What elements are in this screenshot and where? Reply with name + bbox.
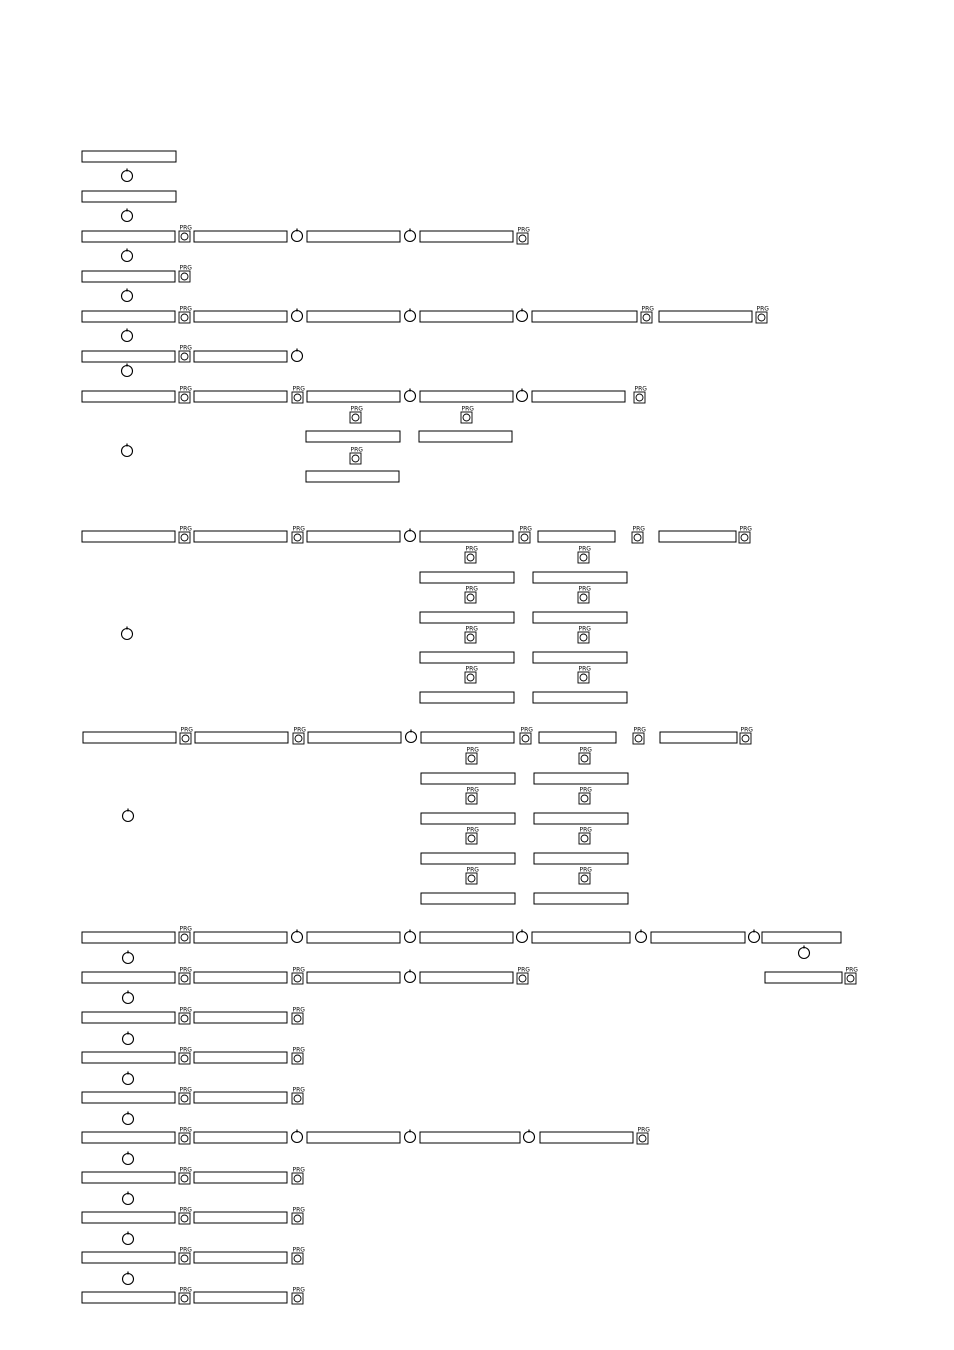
- prg-key-icon: [292, 1247, 305, 1265]
- lcd-display: [307, 311, 400, 322]
- prg-key-label: PRG: [519, 525, 532, 533]
- lcd-display: [534, 893, 628, 904]
- jog-dial-icon: [123, 1072, 134, 1085]
- prg-key-label: PRG: [845, 966, 858, 974]
- prg-key-label: PRG: [350, 446, 363, 454]
- jog-dial-icon: [405, 1130, 416, 1143]
- jog-dial-icon: [122, 169, 133, 182]
- lcd-display: [194, 531, 287, 542]
- prg-key-label: PRG: [465, 625, 478, 633]
- lcd-display: [194, 1092, 287, 1103]
- lcd-display: [420, 652, 514, 663]
- jog-dial-icon: [123, 1232, 134, 1245]
- jog-dial-icon: [799, 946, 810, 959]
- lcd-display: [306, 471, 399, 482]
- prg-key-label: PRG: [633, 726, 646, 734]
- lcd-display: [533, 692, 627, 703]
- prg-key-label: PRG: [517, 226, 530, 234]
- lcd-display: [194, 1012, 287, 1023]
- prg-key-icon: [350, 406, 363, 424]
- lcd-display: [82, 932, 175, 943]
- lcd-display: [82, 1052, 175, 1063]
- prg-key-icon: [519, 526, 532, 544]
- prg-key-icon: [465, 586, 478, 604]
- lcd-display: [194, 1252, 287, 1263]
- jog-dial-icon: [405, 930, 416, 943]
- prg-key-icon: [292, 386, 305, 404]
- prg-key-icon: [466, 747, 479, 765]
- prg-key-icon: [579, 747, 592, 765]
- lcd-display: [421, 893, 515, 904]
- jog-dial-icon: [123, 1032, 134, 1045]
- jog-dial-icon: [292, 1130, 303, 1143]
- prg-key-icon: [461, 406, 474, 424]
- prg-key-label: PRG: [578, 585, 591, 593]
- prg-key-icon: [579, 827, 592, 845]
- jog-dial-icon: [405, 389, 416, 402]
- prg-key-icon: [292, 1007, 305, 1025]
- prg-key-icon: [179, 1007, 192, 1025]
- prg-key-icon: [292, 1047, 305, 1065]
- lcd-display: [307, 1132, 400, 1143]
- lcd-display: [540, 1132, 633, 1143]
- prg-key-label: PRG: [292, 1206, 305, 1214]
- lcd-display: [82, 1212, 175, 1223]
- prg-key-icon: [292, 1287, 305, 1305]
- prg-key-label: PRG: [292, 1246, 305, 1254]
- prg-key-label: PRG: [579, 866, 592, 874]
- lcd-display: [421, 813, 515, 824]
- prg-key-label: PRG: [292, 385, 305, 393]
- prg-key-icon: [517, 967, 530, 985]
- lcd-display: [194, 231, 287, 242]
- lcd-display: [82, 1252, 175, 1263]
- lcd-display: [82, 1132, 175, 1143]
- lcd-display: [82, 271, 175, 282]
- prg-key-icon: [350, 447, 363, 465]
- jog-dial-icon: [123, 809, 134, 822]
- lcd-display: [82, 231, 175, 242]
- jog-dial-icon: [405, 309, 416, 322]
- prg-key-label: PRG: [179, 1006, 192, 1014]
- lcd-display: [532, 391, 625, 402]
- lcd-display: [82, 972, 175, 983]
- jog-dial-icon: [122, 444, 133, 457]
- prg-key-label: PRG: [465, 585, 478, 593]
- lcd-display: [194, 932, 287, 943]
- prg-key-label: PRG: [179, 264, 192, 272]
- prg-key-icon: [179, 1247, 192, 1265]
- lcd-display: [82, 531, 175, 542]
- lcd-display: [533, 572, 627, 583]
- lcd-display: [194, 1052, 287, 1063]
- prg-key-icon: [292, 1087, 305, 1105]
- jog-dial-icon: [123, 951, 134, 964]
- prg-key-icon: [756, 306, 769, 324]
- prg-key-label: PRG: [179, 1046, 192, 1054]
- prg-key-icon: [179, 265, 192, 283]
- lcd-display: [82, 391, 175, 402]
- prg-key-icon: [633, 727, 646, 745]
- prg-key-icon: [179, 926, 192, 944]
- lcd-display: [194, 391, 287, 402]
- lcd-display: [762, 932, 841, 943]
- prg-key-icon: [578, 666, 591, 684]
- prg-key-label: PRG: [578, 545, 591, 553]
- prg-key-icon: [292, 1167, 305, 1185]
- jog-dial-icon: [517, 309, 528, 322]
- prg-key-icon: [179, 1207, 192, 1225]
- jog-dial-icon: [292, 930, 303, 943]
- jog-dial-icon: [122, 627, 133, 640]
- lcd-display: [194, 311, 287, 322]
- prg-key-label: PRG: [292, 966, 305, 974]
- prg-key-label: PRG: [179, 224, 192, 232]
- prg-key-label: PRG: [641, 305, 654, 313]
- prg-key-icon: [179, 386, 192, 404]
- jog-dial-icon: [123, 991, 134, 1004]
- lcd-display: [82, 351, 175, 362]
- lcd-display: [307, 972, 400, 983]
- lcd-display: [420, 391, 513, 402]
- prg-key-icon: [179, 1167, 192, 1185]
- prg-key-label: PRG: [739, 525, 752, 533]
- prg-key-icon: [466, 787, 479, 805]
- prg-key-label: PRG: [179, 525, 192, 533]
- prg-key-label: PRG: [292, 1286, 305, 1294]
- lcd-display: [82, 1292, 175, 1303]
- prg-key-icon: [579, 867, 592, 885]
- jog-dial-icon: [405, 229, 416, 242]
- lcd-display: [194, 351, 287, 362]
- prg-key-label: PRG: [179, 344, 192, 352]
- prg-key-icon: [292, 526, 305, 544]
- jog-dial-icon: [524, 1130, 535, 1143]
- jog-dial-icon: [405, 970, 416, 983]
- prg-key-label: PRG: [179, 1286, 192, 1294]
- lcd-display: [82, 311, 175, 322]
- prg-key-icon: [578, 626, 591, 644]
- jog-dial-icon: [122, 364, 133, 377]
- prg-key-label: PRG: [180, 726, 193, 734]
- jog-dial-icon: [517, 389, 528, 402]
- jog-dial-icon: [123, 1272, 134, 1285]
- prg-key-icon: [465, 626, 478, 644]
- lcd-display: [306, 431, 400, 442]
- prg-key-label: PRG: [756, 305, 769, 313]
- lcd-display: [82, 1012, 175, 1023]
- prg-key-icon: [740, 727, 753, 745]
- prg-key-icon: [292, 1207, 305, 1225]
- lcd-display: [194, 1132, 287, 1143]
- lcd-display: [534, 853, 628, 864]
- lcd-display: [420, 612, 514, 623]
- lcd-display: [82, 151, 176, 162]
- lcd-display: [194, 1292, 287, 1303]
- lcd-display: [420, 972, 513, 983]
- lcd-display: [82, 1172, 175, 1183]
- lcd-display: [420, 311, 513, 322]
- prg-key-icon: [179, 225, 192, 243]
- lcd-display: [421, 773, 515, 784]
- lcd-display: [307, 932, 400, 943]
- jog-dial-icon: [122, 289, 133, 302]
- prg-key-label: PRG: [466, 826, 479, 834]
- prg-key-label: PRG: [293, 726, 306, 734]
- jog-dial-icon: [123, 1152, 134, 1165]
- lcd-display: [534, 773, 628, 784]
- prg-key-label: PRG: [578, 625, 591, 633]
- lcd-display: [82, 191, 176, 202]
- prg-key-label: PRG: [634, 385, 647, 393]
- jog-dial-icon: [122, 249, 133, 262]
- jog-dial-icon: [636, 930, 647, 943]
- jog-dial-icon: [517, 930, 528, 943]
- lcd-display: [421, 853, 515, 864]
- lcd-display: [420, 692, 514, 703]
- lcd-display: [194, 1172, 287, 1183]
- prg-key-icon: [578, 586, 591, 604]
- jog-dial-icon: [123, 1192, 134, 1205]
- jog-dial-icon: [292, 229, 303, 242]
- prg-key-icon: [179, 967, 192, 985]
- prg-key-icon: [179, 1287, 192, 1305]
- prg-key-icon: [292, 967, 305, 985]
- prg-key-icon: [466, 827, 479, 845]
- jog-dial-icon: [123, 1112, 134, 1125]
- lcd-display: [194, 1212, 287, 1223]
- lcd-display: [533, 612, 627, 623]
- prg-key-icon: [179, 1127, 192, 1145]
- lcd-display: [307, 391, 400, 402]
- prg-key-icon: [180, 727, 193, 745]
- lcd-display: [538, 531, 615, 542]
- prg-key-icon: [179, 526, 192, 544]
- lcd-display: [532, 932, 630, 943]
- prg-key-label: PRG: [179, 925, 192, 933]
- prg-key-icon: [641, 306, 654, 324]
- lcd-display: [534, 813, 628, 824]
- prg-key-icon: [578, 546, 591, 564]
- prg-key-label: PRG: [350, 405, 363, 413]
- prg-key-label: PRG: [466, 746, 479, 754]
- prg-key-label: PRG: [517, 966, 530, 974]
- prg-key-icon: [634, 386, 647, 404]
- lcd-display: [420, 1132, 520, 1143]
- prg-key-icon: [465, 546, 478, 564]
- prg-key-icon: [845, 967, 858, 985]
- prg-key-label: PRG: [461, 405, 474, 413]
- prg-key-icon: [632, 526, 645, 544]
- prg-key-label: PRG: [179, 966, 192, 974]
- prg-key-label: PRG: [179, 1126, 192, 1134]
- lcd-display: [421, 732, 514, 743]
- prg-key-icon: [465, 666, 478, 684]
- lcd-display: [82, 1092, 175, 1103]
- prg-key-label: PRG: [740, 726, 753, 734]
- lcd-display: [83, 732, 176, 743]
- lcd-display: [195, 732, 288, 743]
- prg-key-label: PRG: [466, 786, 479, 794]
- jog-dial-icon: [405, 529, 416, 542]
- lcd-display: [420, 531, 513, 542]
- prg-key-label: PRG: [520, 726, 533, 734]
- lcd-display: [420, 231, 513, 242]
- prg-key-icon: [179, 345, 192, 363]
- prg-key-label: PRG: [179, 305, 192, 313]
- prg-key-icon: [517, 227, 530, 245]
- jog-dial-icon: [406, 730, 417, 743]
- jog-dial-icon: [292, 349, 303, 362]
- prg-key-label: PRG: [578, 665, 591, 673]
- prg-key-label: PRG: [579, 826, 592, 834]
- prg-key-label: PRG: [179, 1246, 192, 1254]
- lcd-display: [651, 932, 745, 943]
- lcd-display: [420, 932, 513, 943]
- lcd-display: [660, 732, 737, 743]
- prg-key-label: PRG: [292, 1006, 305, 1014]
- prg-key-label: PRG: [179, 1206, 192, 1214]
- prg-key-label: PRG: [632, 525, 645, 533]
- prg-key-label: PRG: [179, 1086, 192, 1094]
- prg-key-label: PRG: [579, 786, 592, 794]
- prg-key-icon: [293, 727, 306, 745]
- lcd-display: [307, 531, 400, 542]
- lcd-display: [659, 311, 752, 322]
- prg-key-label: PRG: [637, 1126, 650, 1134]
- jog-dial-icon: [749, 930, 760, 943]
- prg-key-icon: [637, 1127, 650, 1145]
- prg-key-label: PRG: [579, 746, 592, 754]
- prg-key-icon: [579, 787, 592, 805]
- prg-key-icon: [179, 1087, 192, 1105]
- prg-key-label: PRG: [292, 1046, 305, 1054]
- lcd-display: [765, 972, 842, 983]
- jog-dial-icon: [122, 209, 133, 222]
- lcd-display: [307, 231, 400, 242]
- prg-key-icon: [520, 727, 533, 745]
- lcd-display: [308, 732, 401, 743]
- jog-dial-icon: [292, 309, 303, 322]
- prg-key-icon: [179, 306, 192, 324]
- lcd-display: [420, 572, 514, 583]
- jog-dial-icon: [122, 329, 133, 342]
- prg-key-label: PRG: [292, 1166, 305, 1174]
- prg-key-label: PRG: [466, 866, 479, 874]
- prg-key-label: PRG: [179, 385, 192, 393]
- prg-key-label: PRG: [292, 525, 305, 533]
- lcd-display: [659, 531, 736, 542]
- lcd-display: [194, 972, 287, 983]
- prg-key-icon: [179, 1047, 192, 1065]
- lcd-display: [419, 431, 512, 442]
- prg-key-label: PRG: [465, 545, 478, 553]
- prg-key-label: PRG: [465, 665, 478, 673]
- prg-key-icon: [739, 526, 752, 544]
- lcd-display: [533, 652, 627, 663]
- lcd-display: [532, 311, 637, 322]
- prg-key-label: PRG: [292, 1086, 305, 1094]
- prg-key-label: PRG: [179, 1166, 192, 1174]
- prg-key-icon: [466, 867, 479, 885]
- lcd-display: [539, 732, 616, 743]
